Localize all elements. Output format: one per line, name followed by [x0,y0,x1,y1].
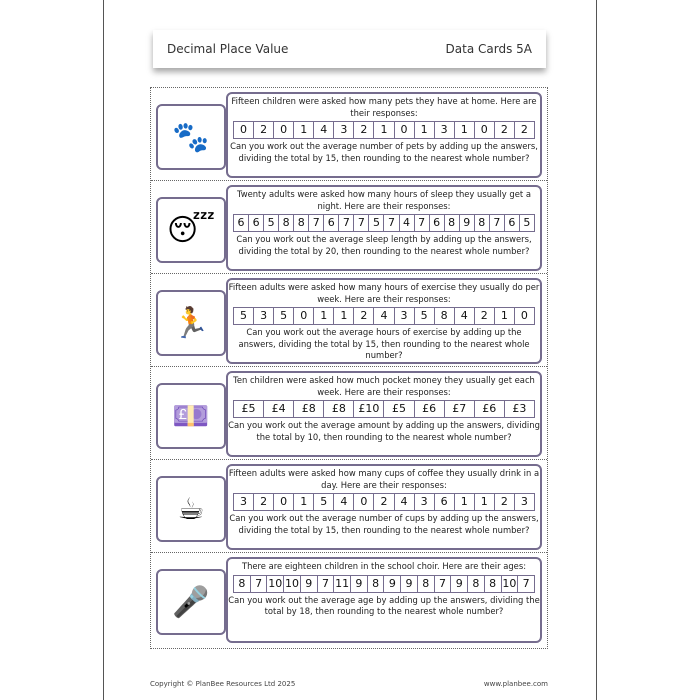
response-cell: 10 [268,576,283,590]
runner-icon: 🏃 [172,305,210,341]
response-cell: 3 [415,494,435,510]
data-card [151,553,547,646]
response-cell: 8 [418,576,435,592]
response-cell: 5 [415,308,435,324]
response-cell: 3 [395,308,415,324]
response-cell: 8 [475,215,490,231]
response-cell: 9 [384,576,401,592]
response-cell: 8 [294,215,309,231]
response-cell: 0 [475,122,495,138]
response-cell: 2 [520,123,528,137]
card-intro: There are eighteen children in the school choir. Here are their ages: [241,561,527,571]
response-cell: 4 [314,122,334,138]
card-question: Can you work out the average sleep length by adding up the answers, dividing the total by 20, then rounding to the nearest whole number? [236,234,532,256]
response-cell: £3 [512,402,527,416]
card-intro: Fifteen children were asked how many pets they have at home. Here are their responses: [231,96,537,118]
card-text [226,557,542,643]
response-cell: 1 [314,308,334,324]
response-cell: £4 [264,401,294,417]
response-cell: 0 [520,309,528,323]
response-cell: 8 [435,308,455,324]
response-cell: 9 [460,215,475,231]
card-text [226,92,542,178]
responses-row [233,214,535,232]
response-cell: 8 [445,215,460,231]
response-cell: 11 [335,576,350,590]
worksheet-header [153,30,546,68]
response-cell: £8 [294,401,324,417]
response-cell: 4 [334,494,354,510]
response-cell: 9 [401,576,418,592]
response-cell: 1 [495,308,515,324]
response-cell: 0 [234,122,254,138]
response-cell: 9 [451,576,468,592]
data-cards [150,87,548,649]
response-cell: 4 [374,308,394,324]
response-cell: £8 [324,401,354,417]
response-cell: 7 [435,576,452,592]
response-cell: 9 [351,576,368,592]
response-cell: 6 [249,215,264,231]
response-cell: 1 [374,122,394,138]
copyright: Copyright © PlanBee Resources Ltd 2025 [150,680,296,688]
response-cell: 2 [254,122,274,138]
response-cell: 4 [400,215,415,231]
card-icon-box [156,290,226,356]
response-cell: 2 [374,494,394,510]
response-cell: 1 [334,308,354,324]
response-cell: 7 [339,215,354,231]
card-text [226,464,542,550]
data-card [151,181,547,274]
response-cell: 2 [354,308,374,324]
card-icon-box [156,104,226,170]
response-cell: 7 [251,576,268,592]
response-cell: £7 [445,401,475,417]
card-text [226,278,542,364]
response-cell: 3 [254,308,274,324]
response-cell: 10 [502,576,517,590]
response-cell: 6 [234,215,249,231]
response-cell: 7 [318,576,335,592]
response-cell: 1 [294,122,314,138]
card-icon-box [156,476,226,542]
data-card [151,460,547,553]
response-cell: 7 [415,215,430,231]
response-cell: 8 [485,576,502,592]
response-cell: 4 [395,494,415,510]
data-card [151,88,547,181]
response-cell: 1 [415,122,435,138]
responses-row [233,121,535,139]
response-cell: 0 [354,494,374,510]
response-cell: £10 [354,401,384,417]
card-question: Can you work out the average age by adding up the answers, dividing the total by 18, then rounding to the nearest whole number? [228,594,540,616]
response-cell: 1 [455,494,475,510]
response-cell: 2 [475,308,495,324]
response-cell: £6 [475,401,505,417]
response-cell: 7 [354,215,369,231]
response-cell: 3 [234,494,254,510]
data-card [151,274,547,367]
response-cell: 1 [294,494,314,510]
sleeping-face-icon: 😴 [166,212,216,248]
money-icon: 💷 [172,398,210,434]
card-intro: Fifteen adults were asked how many cups of coffee they usually drink in a day. Here are their responses: [228,468,540,490]
response-cell: 7 [490,215,505,231]
footer [150,680,548,688]
response-cell: 7 [384,215,399,231]
card-intro: Twenty adults were asked how many hours of sleep they usually get a night. Here are their responses: [237,189,531,211]
response-cell: 8 [234,576,251,592]
response-cell: 3 [520,495,528,509]
response-cell: 10 [285,576,300,590]
response-cell: 0 [274,494,294,510]
response-cell: 5 [523,216,531,230]
response-cell: 6 [435,494,455,510]
card-icon-box [156,197,226,263]
response-cell: 1 [475,494,495,510]
response-cell: 2 [495,494,515,510]
response-cell: 0 [395,122,415,138]
response-cell: 6 [430,215,445,231]
card-text [226,371,542,457]
responses-row [233,400,535,418]
response-cell: 5 [314,494,334,510]
response-cell: 6 [505,215,520,231]
response-cell: 0 [274,122,294,138]
responses-row [233,493,535,511]
response-cell: 7 [309,215,324,231]
response-cell: 0 [294,308,314,324]
response-cell: £6 [415,401,445,417]
response-cell: 1 [455,122,475,138]
response-cell: 3 [334,122,354,138]
response-cell: 8 [468,576,485,592]
card-question: Can you work out the average hours of exercise by adding up the answers, dividing the total by 15, then rounding to the nearest whole number? [238,327,530,360]
microphone-icon: 🎤 [172,584,210,620]
response-cell: 5 [274,308,294,324]
card-intro: Ten children were asked how much pocket money they usually get each week. Here are their responses: [233,375,535,397]
responses-row [233,575,535,593]
worksheet-subtitle: Data Cards 5A [445,42,532,56]
coffee-icon: ☕ [177,491,205,527]
card-question: Can you work out the average number of cups by adding up the answers, dividing the total by 15, then rounding to the nearest whole number? [229,513,539,535]
response-cell: 6 [324,215,339,231]
responses-row [233,307,535,325]
card-question: Can you work out the average number of pets by adding up the answers, dividing the total by 15, then rounding to the nearest whole number? [230,141,538,163]
data-card [151,367,547,460]
response-cell: 5 [234,308,254,324]
worksheet-title: Decimal Place Value [167,42,289,56]
response-cell: 2 [354,122,374,138]
response-cell: 2 [254,494,274,510]
response-cell: £5 [384,401,414,417]
response-cell: 2 [495,122,515,138]
card-text [226,185,542,271]
website: www.planbee.com [483,680,548,688]
card-icon-box [156,569,226,635]
card-icon-box [156,383,226,449]
card-intro: Fifteen adults were asked how many hours of exercise they usually do per week. Here are their responses: [228,282,540,304]
paw-prints-icon: 🐾 [172,119,210,155]
response-cell: 8 [279,215,294,231]
response-cell: 5 [264,215,279,231]
response-cell: 9 [301,576,318,592]
response-cell: £5 [234,401,264,417]
response-cell: 3 [435,122,455,138]
card-question: Can you work out the average amount by adding up the answers, dividing the total by 10, then rounding to the nearest whole number? [228,420,540,442]
response-cell: 4 [455,308,475,324]
response-cell: 5 [369,215,384,231]
response-cell: 8 [368,576,385,592]
response-cell: 7 [522,576,530,590]
